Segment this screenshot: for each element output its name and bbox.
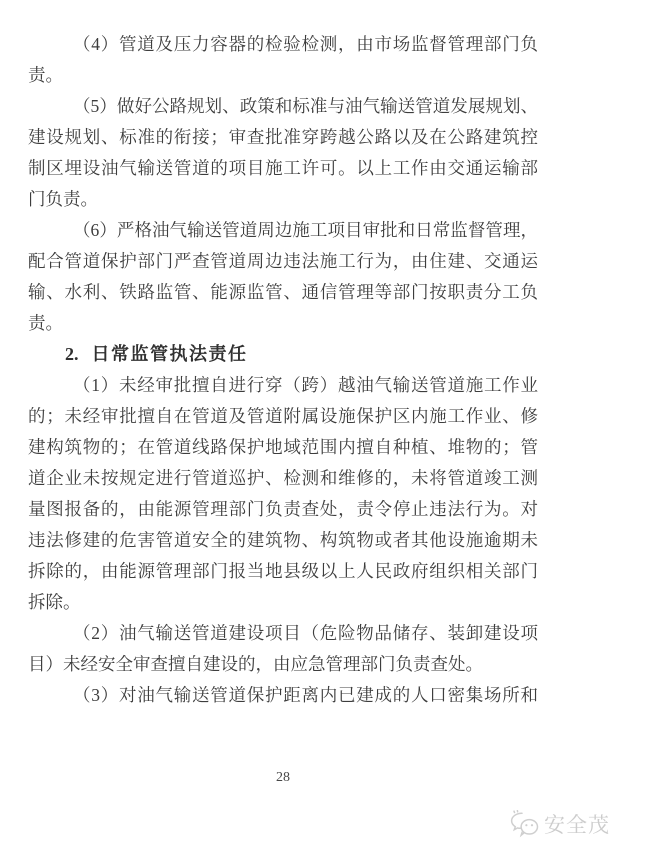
text-line: （2）油气输送管道建设项目（危险物品储存、装卸建设项	[73, 623, 538, 643]
text-line: 拆除。	[28, 592, 81, 612]
text-line: （6）严格油气输送管道周边施工项目审批和日常监督管理，	[73, 220, 538, 240]
section-heading	[28, 339, 538, 370]
text-line: 门负责。	[28, 189, 98, 209]
text-line: 量图报备的，由能源管理部门负责查处，责令停止违法行为。对	[28, 499, 538, 519]
brand-name: 安全茂	[544, 814, 610, 837]
document-body	[28, 29, 538, 711]
text-line: 拆除的，由能源管理部门报当地县级以上人民政府组织相关部门	[28, 561, 538, 581]
text-line: 责。	[28, 65, 63, 85]
text-line: （3）对油气输送管道保护距离内已建成的人口密集场所和	[73, 685, 538, 705]
text-line: 输、水利、铁路监管、能源监管、通信管理等部门按职责分工负	[28, 282, 538, 302]
text-line: 目）未经安全审查擅自建设的，由应急管理部门负责查处。	[28, 654, 483, 674]
text-line: （5）做好公路规划、政策和标准与油气输送管道发展规划、	[73, 96, 538, 116]
wechat-icon	[509, 810, 540, 838]
heading-number: 2.	[65, 344, 79, 364]
text-line: （1）未经审批擅自进行穿（跨）越油气输送管道施工作业	[73, 375, 538, 395]
text-line: 配合管道保护部门严查管道周边违法施工行为，由住建、交通运	[28, 251, 538, 271]
text-line: 道企业未按规定进行管道巡护、检测和维修的，未将管道竣工测	[28, 468, 538, 488]
text-line: 违法修建的危害管道安全的建筑物、构筑物或者其他设施逾期未	[28, 530, 538, 550]
page-number: 28	[276, 770, 290, 785]
text-line: （4）管道及压力容器的检验检测，由市场监督管理部门负	[73, 34, 538, 54]
text-line: 责。	[28, 313, 63, 333]
brand-watermark	[509, 809, 610, 839]
heading-text: 日常监管执法责任	[91, 344, 248, 364]
text-line: 建设规划、标准的衔接；审查批准穿跨越公路以及在公路建筑控	[28, 127, 538, 147]
text-line: 的；未经审批擅自在管道及管道附属设施保护区内施工作业、修	[28, 406, 538, 426]
text-line: 制区埋设油气输送管道的项目施工许可。以上工作由交通运输部	[28, 158, 538, 178]
text-line: 建构筑物的；在管道线路保护地域范围内擅自种植、堆物的；管	[28, 437, 538, 457]
